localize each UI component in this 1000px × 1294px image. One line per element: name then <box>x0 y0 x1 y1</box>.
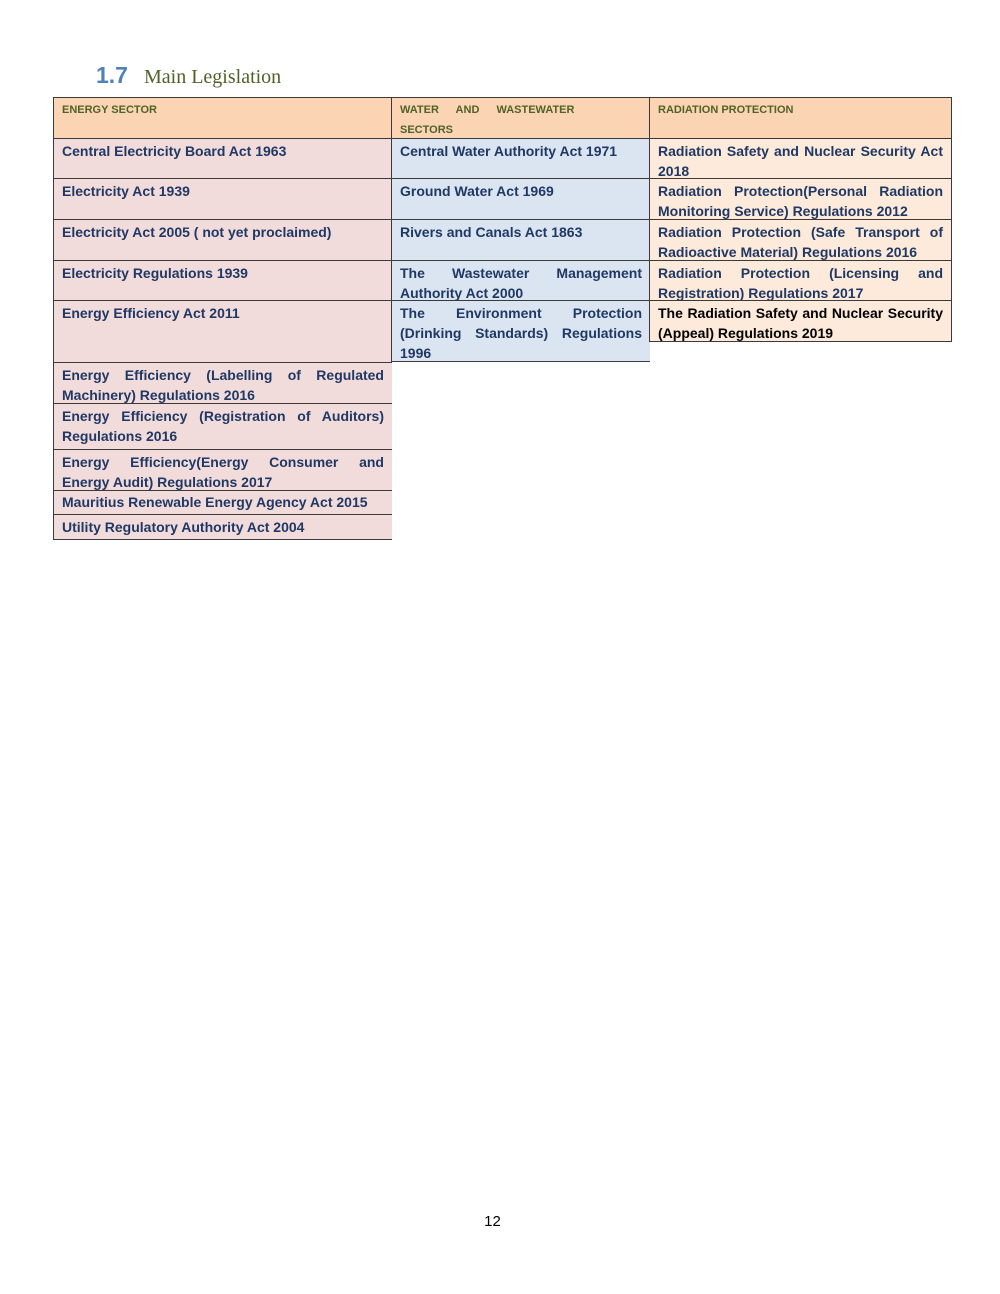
radiation-protection-header: RADIATION PROTECTION <box>650 97 951 138</box>
energy-legislation-cell: Energy Efficiency (Registration of Auditors) Regulations 2016 <box>54 403 392 449</box>
radiation-legislation-cell: The Radiation Safety and Nuclear Security (Appeal) Regulations 2019 <box>650 300 951 342</box>
energy-legislation-cell: Central Electricity Board Act 1963 <box>54 138 392 178</box>
energy-legislation-cell: Utility Regulatory Authority Act 2004 <box>54 514 392 540</box>
water-legislation-cell: Ground Water Act 1969 <box>392 178 650 219</box>
energy-legislation-cell: Electricity Act 2005 ( not yet proclaimed) <box>54 219 392 260</box>
section-heading <box>96 62 281 96</box>
water-sector-column <box>391 97 650 362</box>
radiation-legislation-cell: Radiation Protection (Licensing and Registration) Regulations 2017 <box>650 260 951 300</box>
radiation-legislation-cell: Radiation Safety and Nuclear Security Act 2018 <box>650 138 951 178</box>
radiation-legislation-cell: Radiation Protection (Safe Transport of Radioactive Material) Regulations 2016 <box>650 219 951 260</box>
energy-legislation-cell: Energy Efficiency Act 2011 <box>54 300 392 362</box>
energy-legislation-cell: Energy Efficiency (Labelling of Regulated Machinery) Regulations 2016 <box>54 362 392 403</box>
water-legislation-cell: Central Water Authority Act 1971 <box>392 138 650 178</box>
energy-legislation-cell: Energy Efficiency(Energy Consumer and Energy Audit) Regulations 2017 <box>54 449 392 490</box>
energy-legislation-cell: Mauritius Renewable Energy Agency Act 2015 <box>54 490 392 514</box>
page-number: 12 <box>484 1213 501 1230</box>
water-legislation-cell: Rivers and Canals Act 1863 <box>392 219 650 260</box>
section-title: Main Legislation <box>143 66 282 88</box>
energy-legislation-cell: Electricity Act 1939 <box>54 178 392 219</box>
water-sector-header: WATER AND WASTEWATER SECTORS <box>392 97 650 138</box>
energy-sector-column <box>53 97 392 540</box>
section-number: 1.7 <box>96 62 128 88</box>
radiation-protection-column <box>649 97 952 342</box>
radiation-legislation-cell: Radiation Protection(Personal Radiation Monitoring Service) Regulations 2012 <box>650 178 951 219</box>
water-legislation-cell: The Environment Protection (Drinking Standards) Regulations 1996 <box>392 300 650 362</box>
energy-sector-header: ENERGY SECTOR <box>54 97 392 138</box>
energy-legislation-cell: Electricity Regulations 1939 <box>54 260 392 300</box>
water-legislation-cell: The Wastewater Management Authority Act 2000 <box>392 260 650 300</box>
